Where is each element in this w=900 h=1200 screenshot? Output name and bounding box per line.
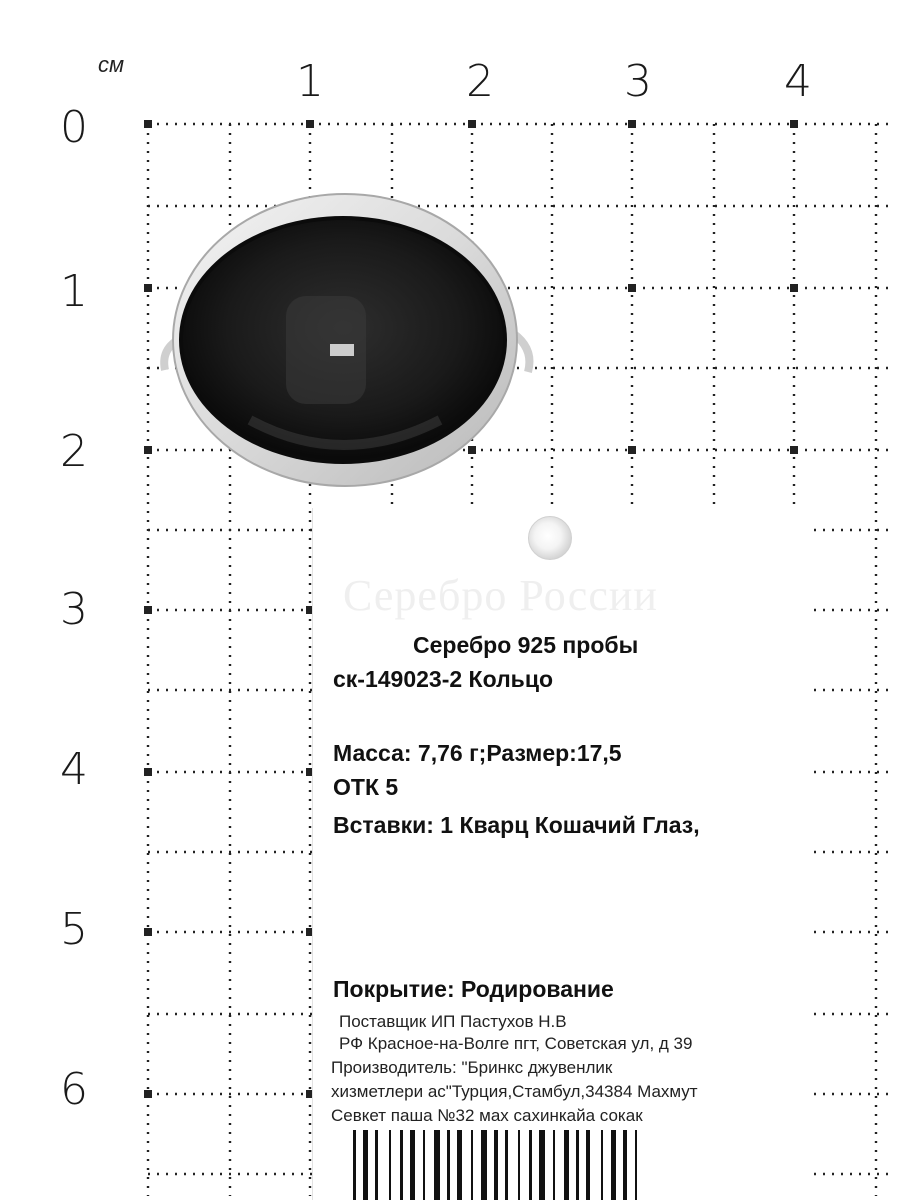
barcode-bar — [447, 1130, 450, 1200]
tag-manufacturer-address-line-1: хизметлери ас"Турция,Стамбул,34384 Махмут — [331, 1082, 698, 1101]
barcode-bar — [564, 1130, 569, 1200]
barcode-bar — [471, 1130, 473, 1200]
tag-watermark: Серебро России — [343, 571, 658, 620]
grid-major-tick — [468, 120, 476, 128]
barcode-bar — [635, 1130, 637, 1200]
grid-major-tick — [628, 284, 636, 292]
grid-major-tick — [144, 606, 152, 614]
ruler-top-mark-1: 1 — [296, 56, 324, 107]
ruler-top-mark-2: 2 — [466, 56, 494, 107]
barcode-bar — [601, 1130, 603, 1200]
barcode-bar — [611, 1130, 616, 1200]
stone-highlight — [330, 344, 354, 356]
barcode-bar — [457, 1130, 462, 1200]
price-tag — [312, 508, 813, 1200]
barcode-bar — [481, 1130, 487, 1200]
barcode-bar — [576, 1130, 579, 1200]
ruler-side-mark-3: 3 — [60, 584, 88, 635]
ruler-side-mark-5: 5 — [60, 904, 88, 955]
barcode-bar — [623, 1130, 627, 1200]
ruler-top-mark-4: 4 — [784, 56, 812, 107]
barcode-bar — [410, 1130, 415, 1200]
ring — [164, 194, 529, 486]
grid-major-tick — [144, 446, 152, 454]
barcode-bar — [400, 1130, 403, 1200]
grid-major-tick — [144, 928, 152, 936]
tag-inserts-line: Вставки: 1 Кварц Кошачий Глаз, — [333, 812, 700, 838]
grid-major-tick — [790, 446, 798, 454]
barcode-bar — [423, 1130, 425, 1200]
grid-major-tick — [790, 120, 798, 128]
grid-major-tick — [628, 120, 636, 128]
barcode-bar — [353, 1130, 356, 1200]
ruler-side-mark-0: 0 — [60, 102, 88, 153]
grid-major-tick — [790, 284, 798, 292]
barcode-bar — [518, 1130, 520, 1200]
ruler-side-mark-4: 4 — [60, 744, 88, 795]
grid-major-tick — [628, 446, 636, 454]
barcode — [353, 1130, 793, 1200]
grid-major-tick — [144, 768, 152, 776]
ruler-side-mark-2: 2 — [60, 426, 88, 477]
barcode-bar — [553, 1130, 555, 1200]
tag-otk-line: ОТК 5 — [333, 774, 399, 800]
tag-article-line: ск-149023-2 Кольцо — [333, 666, 554, 692]
barcode-bar — [539, 1130, 545, 1200]
barcode-bar — [389, 1130, 391, 1200]
grid-major-tick — [468, 446, 476, 454]
barcode-bar — [363, 1130, 368, 1200]
barcode-bar — [586, 1130, 590, 1200]
grid-major-tick — [144, 1090, 152, 1098]
ruler-side-mark-6: 6 — [60, 1064, 88, 1115]
ruler-side-mark-1: 1 — [60, 266, 88, 317]
grid-major-tick — [144, 120, 152, 128]
barcode-bar — [529, 1130, 532, 1200]
tag-supplier-line: Поставщик ИП Пастухов Н.В — [339, 1012, 567, 1031]
grid-major-tick — [144, 284, 152, 292]
tag-metal-line: Серебро 925 пробы — [413, 632, 639, 658]
ruler-unit-label: см — [98, 52, 125, 77]
barcode-bar — [375, 1130, 378, 1200]
tag-coating-line: Покрытие: Родирование — [333, 976, 614, 1002]
tag-manufacturer-address-line-2: Севкет паша №32 мах сахинкайа сокак — [331, 1106, 643, 1125]
tag-hole — [528, 516, 572, 560]
tag-weight-size-line: Масса: 7,76 г;Размер:17,5 — [333, 740, 622, 766]
barcode-bar — [434, 1130, 440, 1200]
grid-major-tick — [306, 120, 314, 128]
tag-manufacturer-line: Производитель: "Бринкс джувенлик — [331, 1058, 613, 1077]
ruler-top-mark-3: 3 — [624, 56, 652, 107]
barcode-bar — [494, 1130, 498, 1200]
barcode-bar — [505, 1130, 508, 1200]
tag-supplier-address-line: РФ Красное-на-Волге пгт, Советская ул, д 39 — [339, 1034, 693, 1053]
